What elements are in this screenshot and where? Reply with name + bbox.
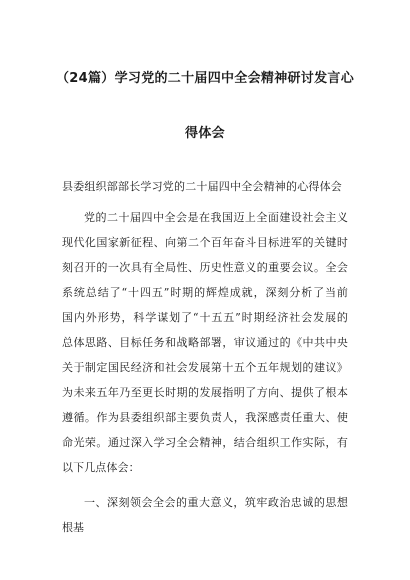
document-title-line-2: 得体会: [185, 126, 225, 141]
paragraph-line: 现代化国家新征程、向第二个百年奋斗目标进军的关键时: [62, 236, 348, 249]
paragraph-line: 党的二十届四中全会是在我国迈上全面建设社会主义: [84, 211, 348, 224]
section-heading-line-1: 一、深刻领会全会的重大意义，筑牢政治忠诚的思想: [84, 496, 348, 509]
paragraph-line: 总体思路、目标任务和战略部署，审议通过的《中共中央: [62, 336, 348, 349]
document-subtitle: 县委组织部部长学习党的二十届四中全会精神的心得体会: [62, 180, 342, 193]
document-title-line-1: （24篇）学习党的二十届四中全会精神研讨发言心: [56, 71, 354, 86]
paragraph-line: 系统总结了“十四五”时期的辉煌成就，深刻分析了当前: [62, 286, 348, 299]
paragraph-line: 命光荣。通过深入学习全会精神，结合组织工作实际，有: [62, 436, 348, 449]
paragraph-line: 遵循。作为县委组织部主要负责人，我深感责任重大、使: [62, 411, 348, 424]
paragraph-line: 以下几点体会：: [62, 461, 140, 474]
paragraph-line: 国内外形势，科学谋划了“十五五”时期经济社会发展的: [62, 311, 348, 324]
paragraph-line: 为未来五年乃至更长时期的发展指明了方向、提供了根本: [62, 386, 348, 399]
paragraph-line: 关于制定国民经济和社会发展第十五个五年规划的建议》: [62, 361, 348, 374]
paragraph-line: 刻召开的一次具有全局性、历史性意义的重要会议。全会: [62, 261, 348, 274]
section-heading-line-2: 根基: [62, 521, 84, 534]
